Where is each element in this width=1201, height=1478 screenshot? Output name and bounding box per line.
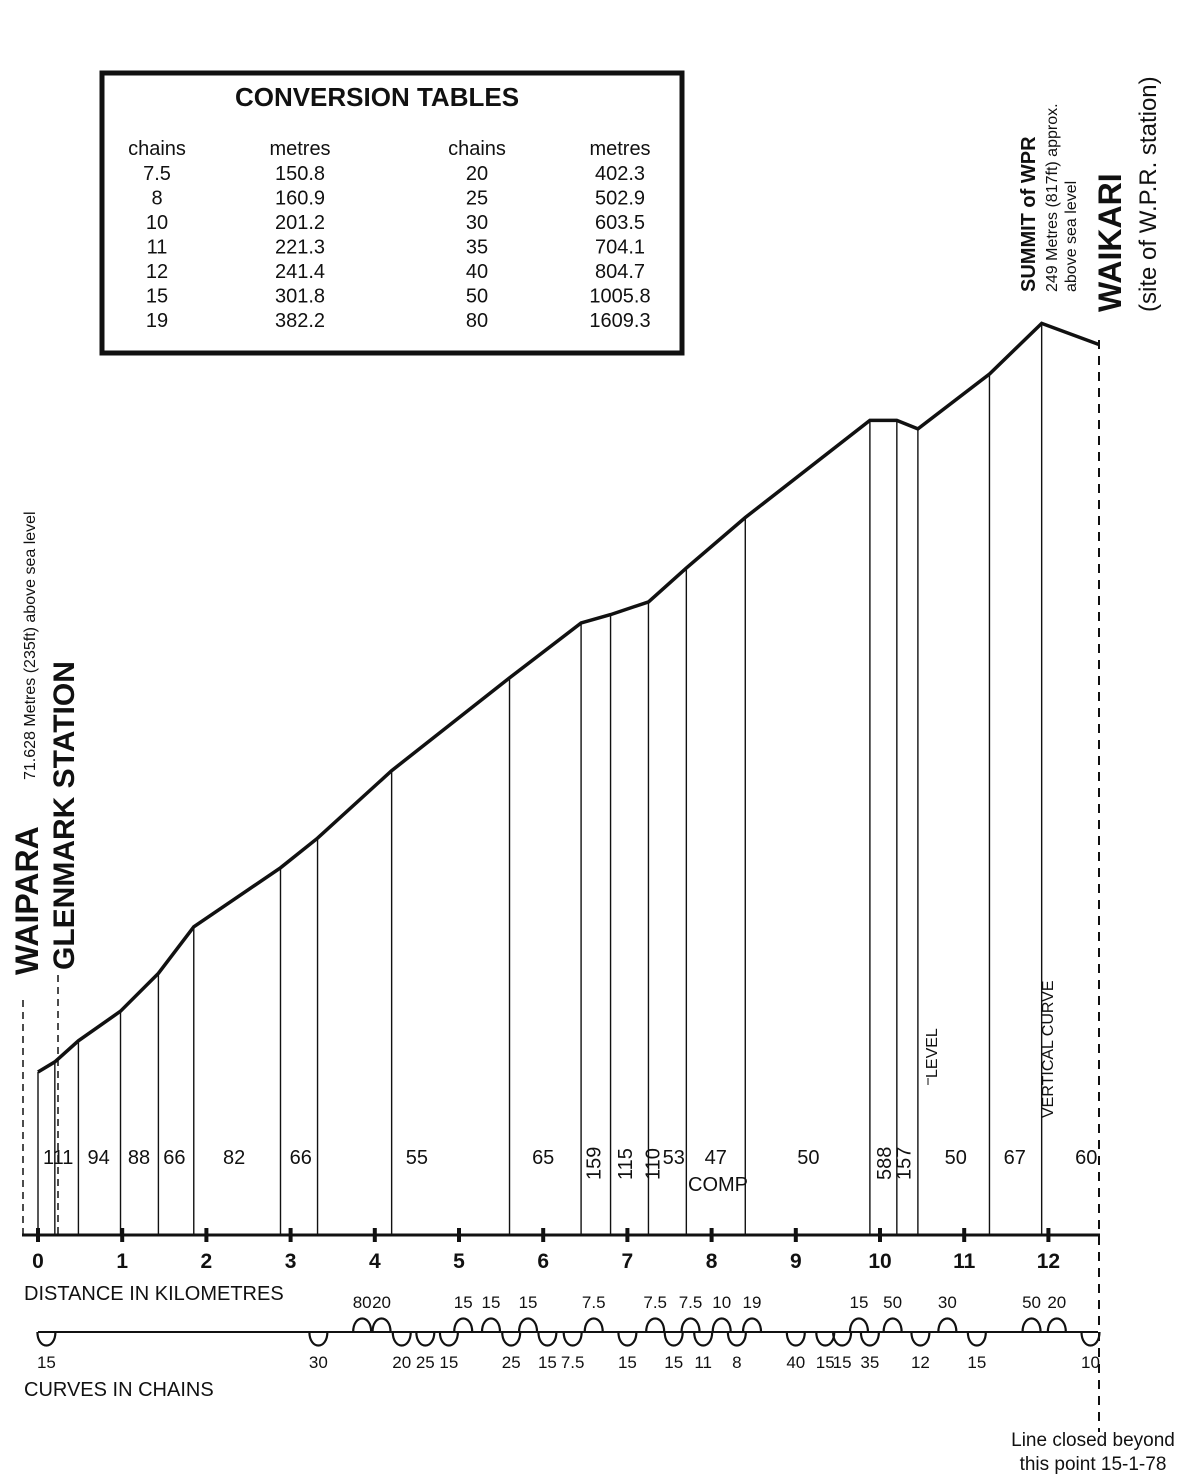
curve-radius-label: 25 [501,1353,521,1372]
curve-bump-up [519,1319,537,1333]
conversion-table-cell: 603.5 [594,212,646,234]
curve-bump-down [728,1332,746,1346]
conversion-table-header: chains [128,138,186,160]
conversion-table-cell: 1005.8 [589,285,651,308]
distance-axis-label: DISTANCE IN KILOMETRES [24,1283,284,1305]
curve-radius-label: 15 [537,1353,557,1372]
curve-bump-down [618,1332,636,1346]
conversion-table-cell: 50 [465,285,489,308]
curve-radius-label: 15 [967,1353,987,1372]
conversion-table-cell: 80 [465,310,489,332]
curve-radius-label: 10 [712,1293,732,1312]
gradient-label: 588 [874,1146,897,1180]
gradient-label: 115 [614,1148,637,1180]
conversion-table-cell: 19 [145,310,169,332]
gradient-label: 67 [1003,1147,1026,1169]
conversion-table-header: metres [589,138,651,160]
waipara-elevation-label: 71.628 Metres (235ft) above sea level [22,511,39,780]
curve-bump-down [833,1332,851,1346]
curve-radius-label: 20 [392,1353,412,1372]
conversion-table-cell: 11 [146,236,168,259]
curve-radius-label: 15 [36,1353,56,1372]
curve-bump-up [682,1319,700,1333]
km-tick-label: 3 [284,1250,297,1273]
conversion-table-cell: 7.5 [143,163,171,185]
gradient-label: 50 [797,1147,820,1169]
conversion-table-cell: 30 [465,212,489,234]
curve-bump-down [309,1332,327,1346]
km-tick-label: 8 [705,1250,718,1273]
curve-bump-down [37,1332,55,1346]
gradient-label: 50 [944,1147,967,1169]
curve-radius-label: 20 [372,1293,391,1312]
curve-bump-down [861,1332,879,1346]
gradient-label: 157 [893,1146,916,1180]
curve-bump-up [850,1319,868,1333]
curve-radius-label: 30 [937,1293,957,1312]
gradient-label: 65 [532,1147,555,1169]
gradient-label: 110 [642,1148,665,1180]
conversion-table-cell: 160.9 [274,187,326,210]
curves-axis-label: CURVES IN CHAINS [24,1379,214,1401]
conversion-table-cell: 20 [465,163,489,185]
gradient-label: 47 [704,1147,727,1169]
curve-radius-label: 25 [415,1353,435,1372]
conversion-table-cell: 382.2 [274,310,326,332]
gradient-label: 111 [43,1147,74,1169]
curve-radius-label: 15 [617,1353,637,1372]
summit-label: SUMMIT of WPR [1018,136,1040,292]
km-tick-label: 11 [953,1250,976,1273]
km-tick-label: 0 [32,1250,44,1273]
km-tick-label: 2 [200,1250,213,1273]
conversion-table-cell: 40 [465,261,489,283]
km-tick-label: 10 [868,1250,892,1273]
line-closed-label-2: this point 15-1-78 [1019,1454,1167,1475]
curve-bump-down [694,1332,712,1346]
curve-radius-label: 7.5 [643,1293,668,1312]
curve-bump-up [646,1319,664,1333]
curve-bump-up [1023,1319,1041,1333]
curve-bump-up [353,1319,371,1333]
conversion-table-cell: 704.1 [594,236,646,259]
curve-radius-label: 35 [860,1353,880,1372]
curve-radius-label: 15 [518,1293,538,1312]
conversion-table [102,73,682,353]
curve-radius-label: 7.5 [678,1293,703,1312]
conversion-table-cell: 150.8 [274,163,326,185]
curve-radius-label: 11 [694,1353,713,1372]
gradient-label: 88 [127,1147,151,1169]
conversion-table-cell: 502.9 [594,187,646,210]
waikari-label: WAIKARI [1092,173,1128,312]
km-tick-label: 6 [537,1250,550,1273]
curve-radius-label: 40 [786,1353,806,1372]
curve-bump-up [713,1319,731,1333]
km-tick-label: 12 [1036,1250,1061,1273]
gradient-label: 66 [163,1147,186,1169]
gradient-change-lines [38,323,1042,1235]
conversion-table-cell: 10 [145,212,169,234]
conversion-table-cell: 15 [145,285,169,308]
glenmark-station-label: GLENMARK STATION [48,661,81,970]
vertical-curve-label: VERTICAL CURVE [1040,980,1057,1118]
curve-radius-label: 50 [1022,1293,1042,1312]
conversion-table-cell: 221.3 [274,236,326,259]
gradient-label: 82 [223,1147,246,1169]
conversion-table-cell: 12 [145,261,169,283]
curve-bump-down [393,1332,411,1346]
curve-radius-label: 50 [883,1293,903,1312]
km-tick-label: 1 [116,1250,129,1273]
conversion-table-cell: 402.3 [594,163,646,185]
curve-bump-down [911,1332,929,1346]
curve-bump-up [743,1319,761,1333]
waikari-subtitle: (site of W.P.R. station) [1135,76,1162,312]
conversion-table-cell: 25 [465,187,489,210]
gradient-label: 55 [405,1147,429,1169]
curve-bump-up [482,1319,500,1333]
curve-radius-label: 7.5 [560,1353,585,1372]
curve-bump-up [1048,1319,1066,1333]
curve-bump-down [1082,1332,1100,1346]
km-tick-label: 5 [453,1250,465,1273]
conversion-table-title: CONVERSION TABLES [234,82,520,112]
gradient-label: 53 [662,1147,685,1169]
gradient-label: 66 [289,1147,312,1169]
curve-radius-label: 20 [1047,1293,1067,1312]
elevation-profile-line [38,323,1099,1072]
curve-bump-up [585,1319,603,1333]
curve-bump-down [502,1332,520,1346]
curve-radius-label: 15 [481,1293,501,1312]
curve-radius-label: 80 [352,1293,372,1312]
curve-bump-down [787,1332,805,1346]
curve-radius-label: 30 [308,1353,328,1372]
curve-radius-label: 15 [664,1353,684,1372]
curve-bump-up [884,1319,902,1333]
conversion-table-cell: 804.7 [594,261,646,283]
curve-radius-label: 19 [742,1293,762,1312]
curve-bump-up [373,1319,391,1333]
curve-bump-down [416,1332,434,1346]
km-tick-label: 4 [368,1250,381,1273]
conversion-table-header: chains [448,138,506,160]
curve-radius-label: 7.5 [581,1293,606,1312]
summit-elevation-label-1: 249 Metres (817ft) approx. [1044,103,1061,292]
gradient-label: 159 [583,1146,606,1180]
level-label: LEVEL [924,1028,941,1078]
gradient-label: 94 [87,1147,110,1169]
curve-bump-up [938,1319,956,1333]
curve-bump-down [665,1332,683,1346]
curve-radius-label: 8 [732,1353,742,1372]
curve-radius-label: 15 [832,1353,852,1372]
conversion-table-cell: 35 [465,236,489,259]
curve-radius-label: 10 [1081,1353,1100,1372]
summit-elevation-label-2: above sea level [1063,180,1080,292]
curve-bump-down [968,1332,986,1346]
waipara-label: WAIPARA [9,826,45,975]
curve-bump-down [564,1332,582,1346]
km-tick-label: 9 [789,1250,802,1273]
gradient-labels [43,1147,1097,1180]
conversion-table-cell: 8 [151,187,163,210]
conversion-table-cell: 241.4 [274,261,326,283]
conversion-table-cell: 301.8 [274,285,326,308]
curve-bump-down [816,1332,834,1346]
comp-label: COMP [688,1174,748,1196]
curve-radius-label: 12 [910,1353,930,1372]
curve-radius-label: 15 [453,1293,473,1312]
curve-radius-label: 15 [439,1353,459,1372]
conversion-table-cell: 1609.3 [589,310,651,332]
km-tick-label: 7 [621,1250,634,1273]
curve-bump-down [538,1332,556,1346]
curve-radius-label: 15 [849,1293,869,1312]
conversion-table-header: metres [269,138,331,160]
curve-bump-down [440,1332,458,1346]
conversion-table-cell: 201.2 [274,212,326,234]
curve-radius-label: 15 [815,1353,835,1372]
gradient-label: 60 [1075,1147,1098,1169]
curve-bump-up [454,1319,472,1333]
line-closed-label-1: Line closed beyond [1011,1430,1175,1451]
